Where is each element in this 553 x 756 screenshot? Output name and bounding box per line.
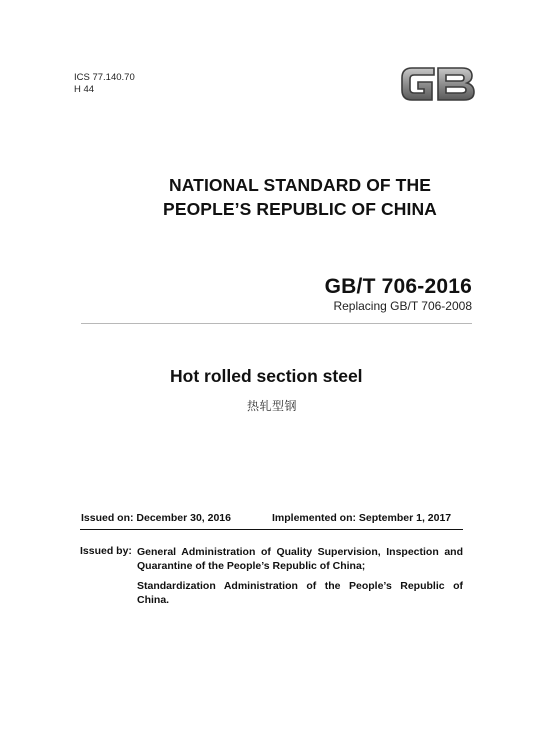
issued-by-label: Issued by:: [80, 545, 132, 557]
implemented-date: Implemented on: September 1, 2017: [272, 512, 452, 524]
standard-code: GB/T 706-2016: [324, 275, 472, 298]
divider-top: [81, 323, 472, 324]
document-title-chinese: 热轧型钢: [247, 399, 298, 413]
classification-block: [74, 72, 135, 96]
divider-bottom: [80, 529, 463, 530]
replacing-note: Replacing GB/T 706-2008: [333, 299, 472, 313]
ccs-code: H 44: [74, 84, 95, 95]
issuer-item: Standardization Administration of the People’s Republic of China.: [137, 580, 463, 606]
gb-logo-icon: [398, 62, 478, 106]
heading-line-2: PEOPLE’S REPUBLIC OF CHINA: [163, 199, 437, 219]
national-standard-heading: [0, 173, 553, 221]
issued-date: Issued on: December 30, 2016: [81, 512, 231, 524]
ics-code: ICS 77.140.70: [74, 72, 135, 83]
issuers-list: [137, 545, 463, 613]
heading-line-1: NATIONAL STANDARD OF THE: [169, 175, 431, 195]
document-title: Hot rolled section steel: [170, 366, 363, 386]
issuer-item: General Administration of Quality Supervision, Inspection and Quarantine of the People’s Republic of China;: [137, 546, 463, 572]
